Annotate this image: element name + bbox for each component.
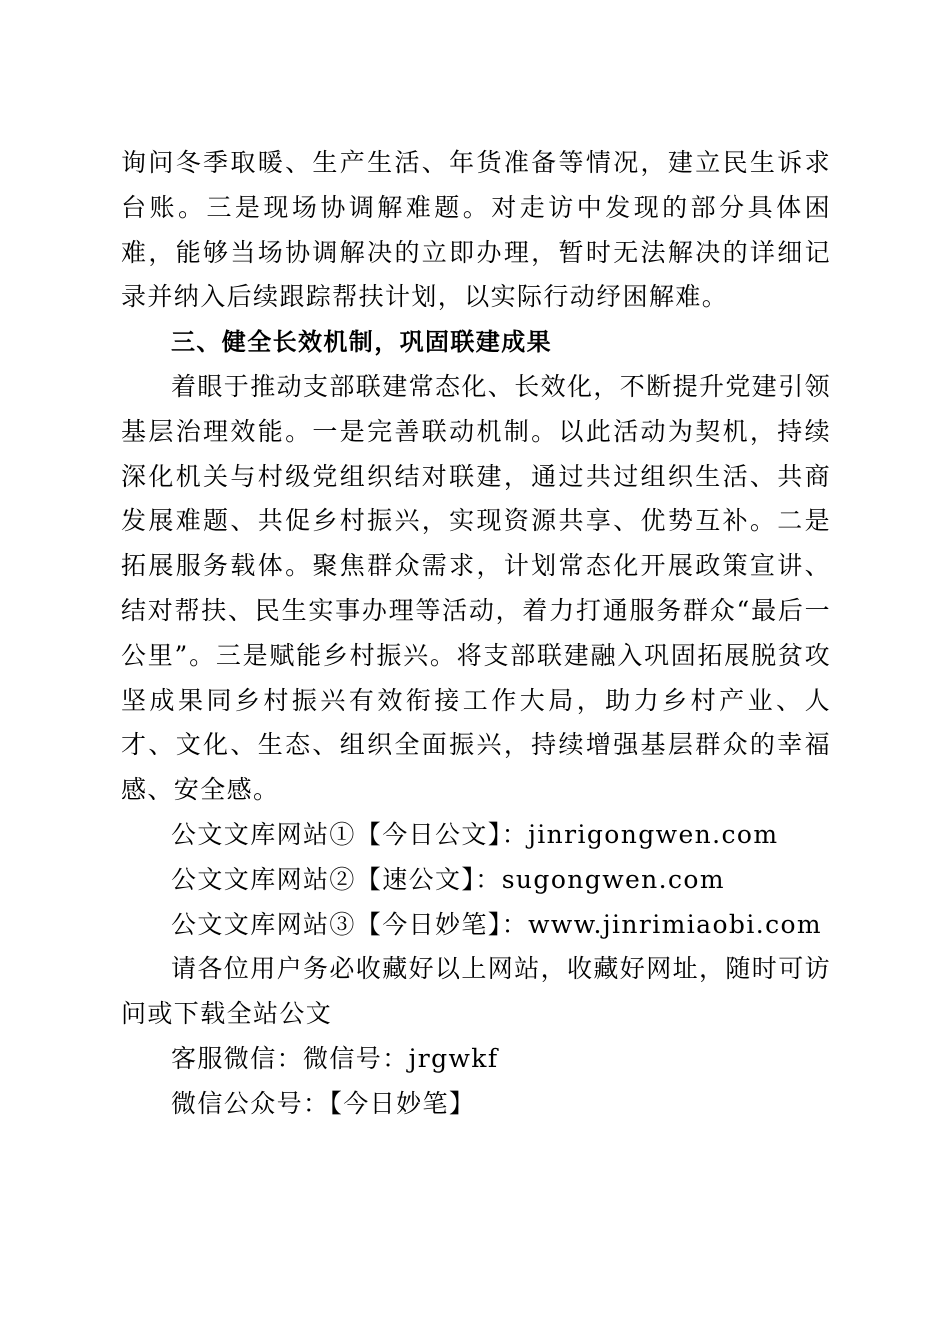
body-paragraph-section-3: 着眼于推动支部联建常态化、长效化，不断提升党建引领基层治理效能。一是完善联动机制。以此活动为契机，持续深化机关与村级党组织结对联建，通过共过组织生活、共商发展难题、共促乡村振兴，实现资源共享、优势互补。二是拓展服务载体。聚焦群众需求，计划常态化开展政策宣讲、结对帮扶、民生实事办理等活动，着力打通服务群众“最后一公里”。三是赋能乡村振兴。将支部联建融入巩固拓展脱贫攻坚成果同乡村振兴有效衔接工作大局，助力乡村产业、人才、文化、生态、组织全面振兴，持续增强基层群众的幸福感、安全感。: [121, 371, 832, 805]
footer-site-3: 公文文库网站③【今日妙笔】：www.jinrimiaobi.com: [171, 909, 823, 939]
footer-wechat-account: 微信公众号：【今日妙笔】: [171, 1088, 476, 1118]
footer-site-1: 公文文库网站①【今日公文】：jinrigongwen.com: [171, 819, 779, 849]
body-paragraph-continued: 询问冬季取暖、生产生活、年货准备等情况，建立民生诉求台账。三是现场协调解难题。对走访中发现的部分具体困难，能够当场协调解决的立即办理，暂时无法解决的详细记录并纳入后续跟踪帮扶计划，以实际行动纾困解难。: [121, 148, 831, 312]
footer-site-2: 公文文库网站②【速公文】：sugongwen.com: [171, 864, 725, 894]
section-heading-3: 三、健全长效机制，巩固联建成果: [171, 328, 552, 357]
footer-notice: 请各位用户务必收藏好以上网站，收藏好网址，随时可访问或下载全站公文: [121, 954, 832, 1029]
footer-wechat-service: 客服微信：微信号：jrgwkf: [171, 1043, 499, 1073]
document-page: [121, 141, 831, 1127]
